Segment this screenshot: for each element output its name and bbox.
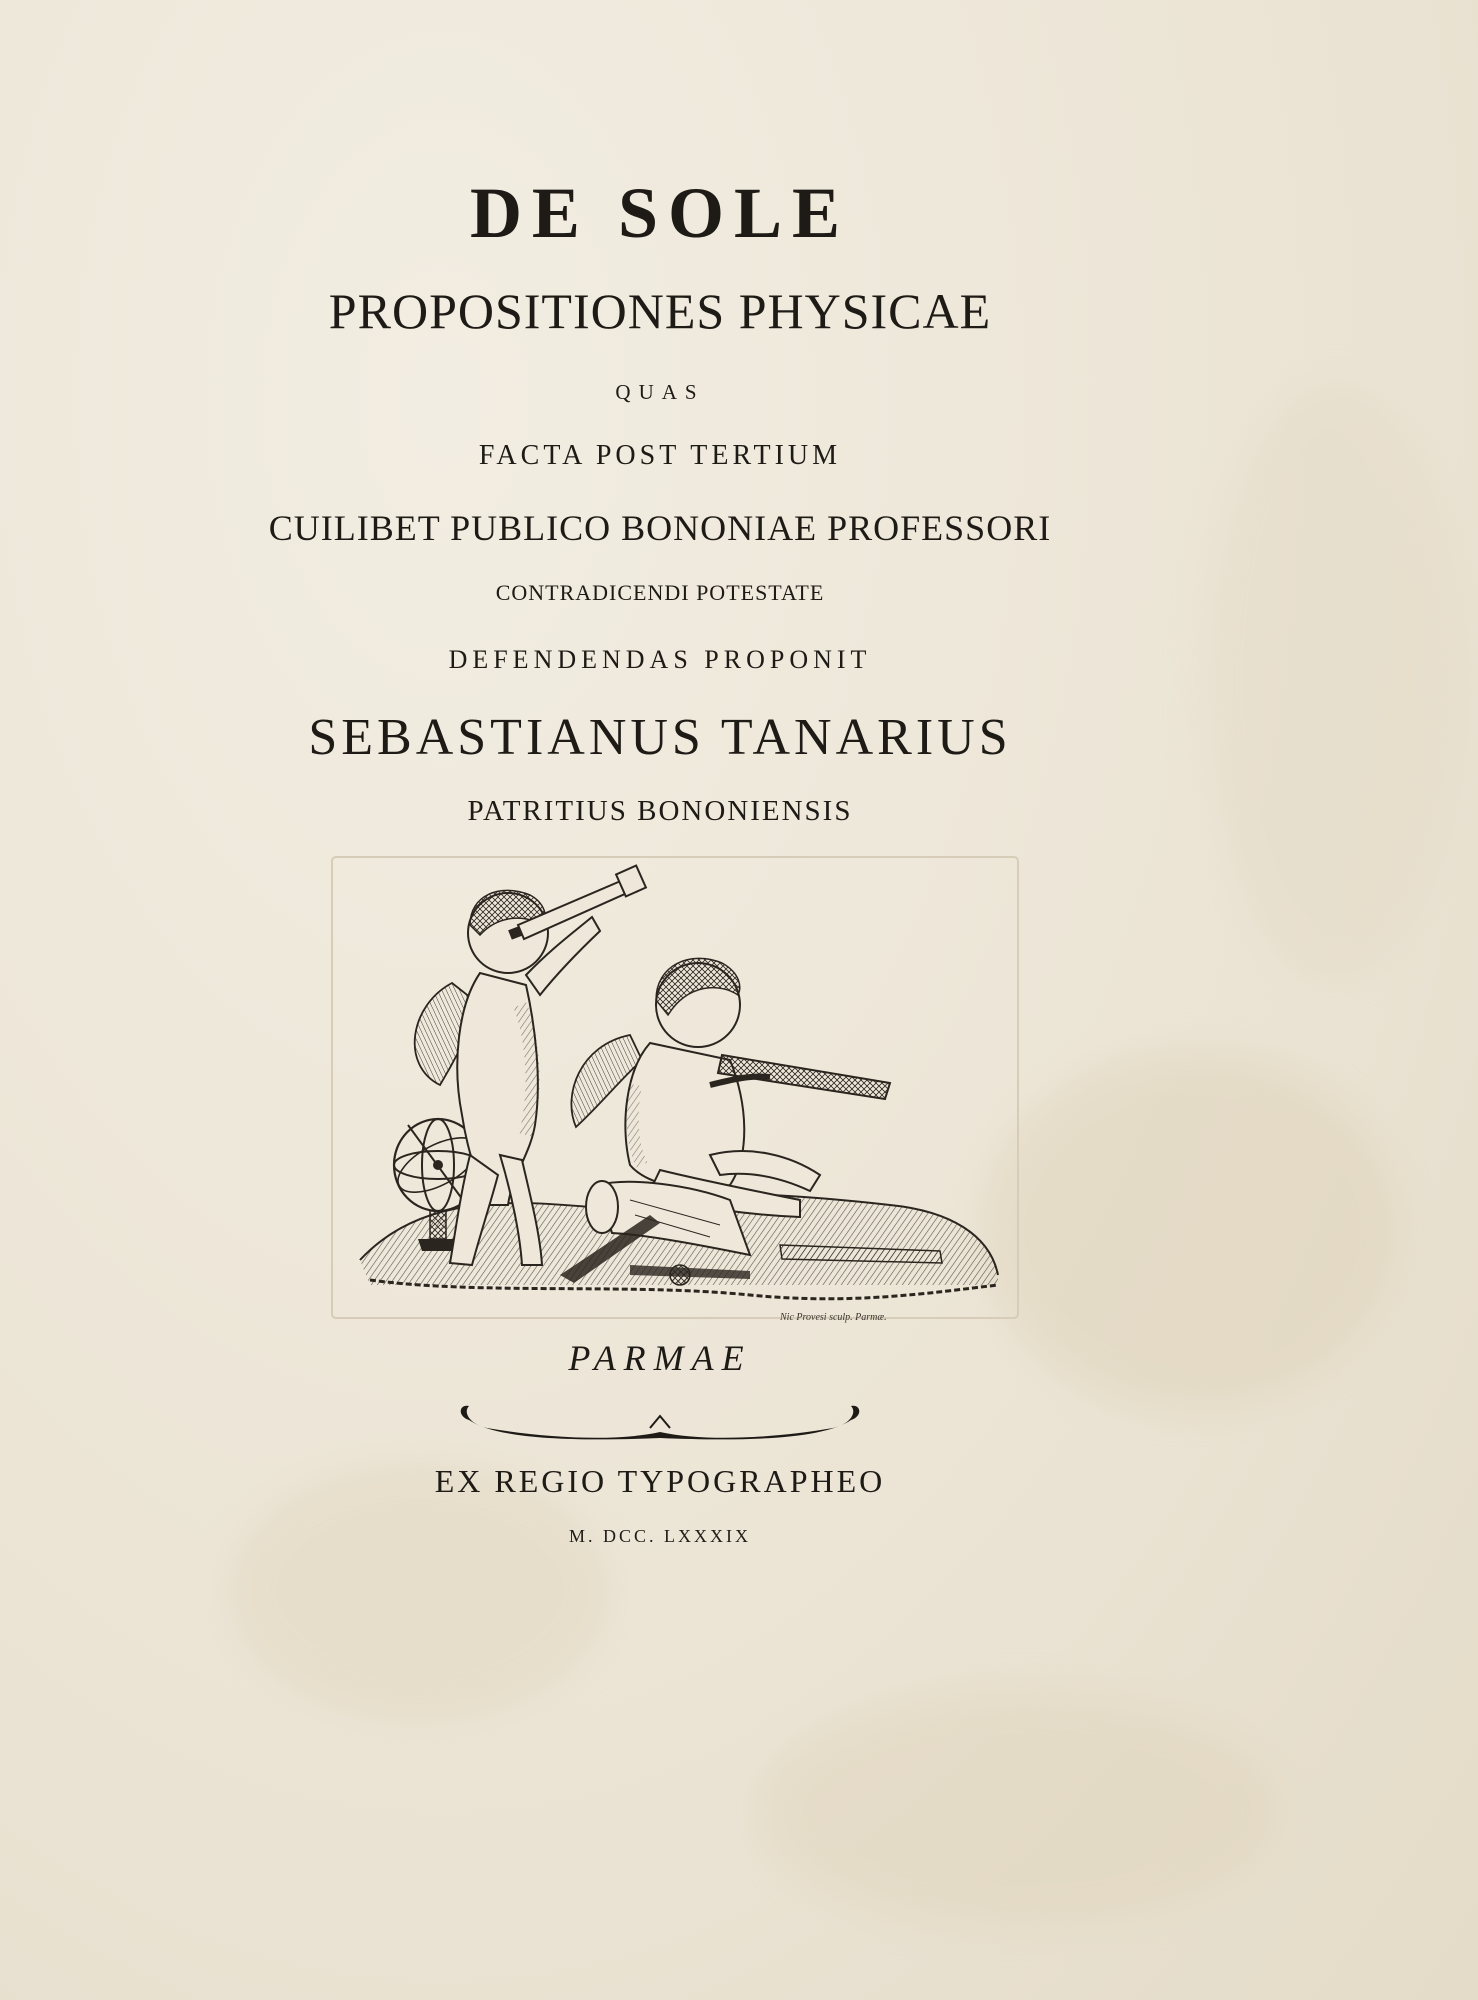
text-line-defendendas: DEFENDENDAS PROPONIT (448, 645, 872, 674)
author-name: SEBASTIANUS TANARIUS (308, 709, 1012, 766)
book-subtitle: PROPOSITIONES PHYSICAE (328, 283, 992, 339)
text-line-contradicendi: CONTRADICENDI POTESTATE (495, 580, 825, 605)
text-line-facta: FACTA POST TERTIUM (478, 440, 842, 471)
author-title: PATRITIUS BONONIENSIS (467, 795, 853, 827)
text-line-cuilibet: CUILIBET PUBLICO BONONIAE PROFESSORI (268, 508, 1052, 548)
paper-stain (760, 1690, 1280, 1930)
publication-year: M. DCC. LXXXIX (568, 1526, 751, 1546)
imprint-place: PARMAE (568, 1338, 752, 1378)
book-title: DE SOLE (469, 173, 851, 253)
cherub-drawing (571, 958, 890, 1217)
text-line-quas: QUAS (615, 380, 705, 404)
engraving-credit: Nic Provesi sculp. Parmæ. (780, 1312, 887, 1323)
cherubs-engraving (330, 855, 1020, 1320)
printer-line: EX REGIO TYPOGRAPHEO (434, 1463, 886, 1499)
ornamental-rule-icon (455, 1398, 865, 1452)
